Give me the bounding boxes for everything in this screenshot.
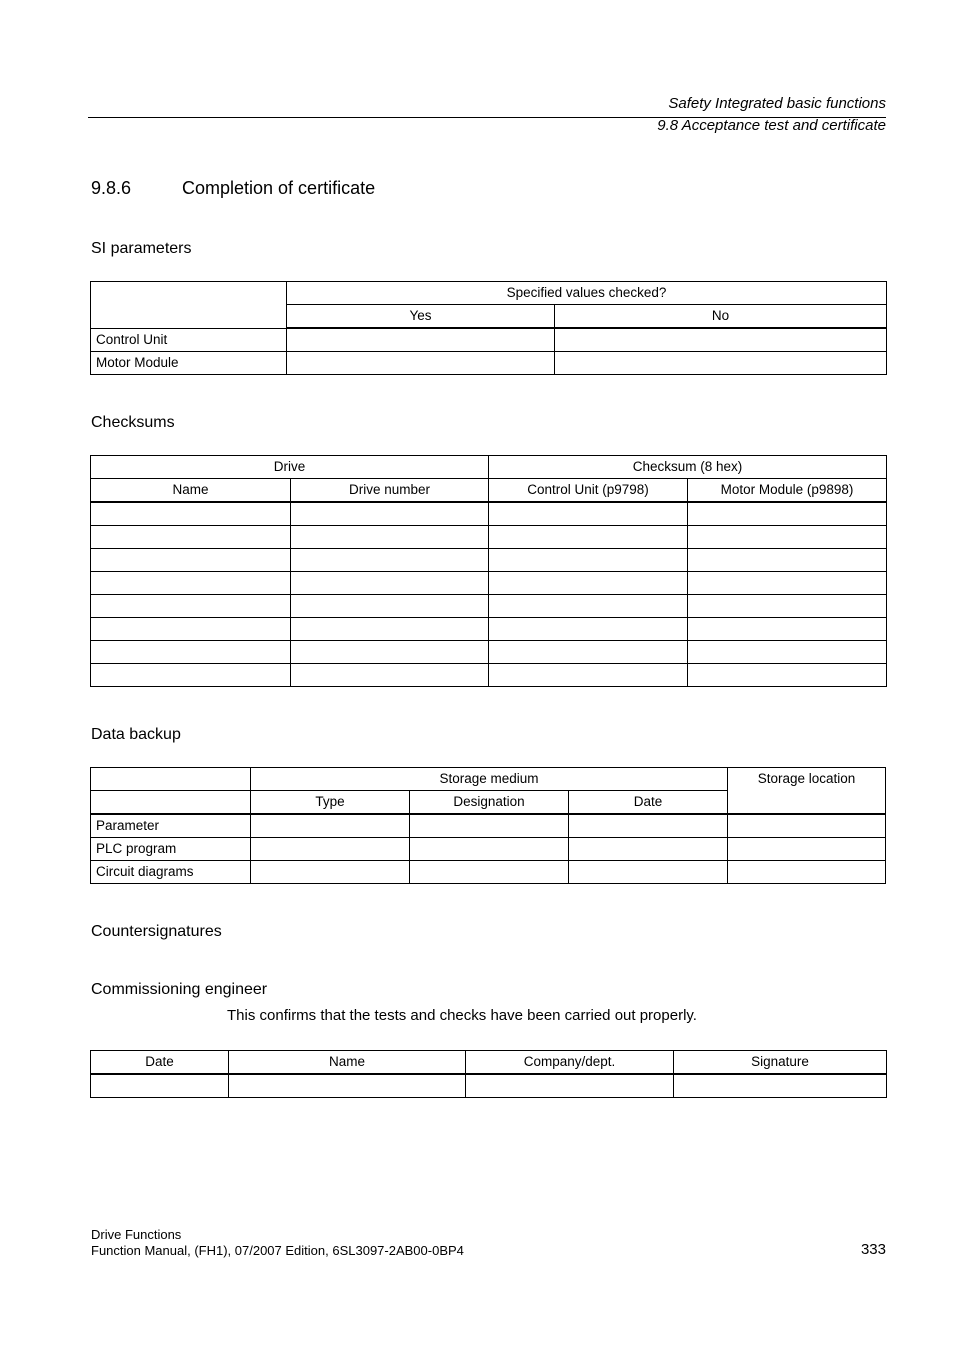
empty-cell[interactable] (291, 664, 489, 687)
commissioning-text: This confirms that the tests and checks have been carried out properly. (227, 1007, 697, 1024)
empty-cell[interactable] (489, 664, 688, 687)
empty-cell[interactable] (489, 595, 688, 618)
col-date: Date (569, 791, 728, 815)
checksums-group-drive: Drive (91, 456, 489, 479)
checksums-group-checksum: Checksum (8 hex) (489, 456, 887, 479)
si-col-yes: Yes (287, 305, 555, 329)
page-number: 333 (860, 1241, 886, 1258)
empty-cell[interactable] (291, 526, 489, 549)
empty-cell[interactable] (489, 572, 688, 595)
empty-cell[interactable] (688, 526, 887, 549)
header-chapter: Safety Integrated basic functions (668, 95, 886, 112)
empty-cell[interactable] (251, 838, 410, 861)
empty-cell[interactable] (688, 595, 887, 618)
table-row (91, 664, 887, 687)
si-group-header: Specified values checked? (287, 282, 887, 305)
empty-cell[interactable] (688, 618, 887, 641)
empty-cell[interactable] (489, 549, 688, 572)
col-motor-module: Motor Module (p9898) (688, 479, 887, 503)
table-row (91, 641, 887, 664)
empty-cell[interactable] (569, 861, 728, 884)
col-signature: Signature (674, 1051, 887, 1075)
empty-cell[interactable] (728, 838, 886, 861)
col-company-dept: Company/dept. (466, 1051, 674, 1075)
row-label: Control Unit (91, 328, 287, 352)
col-designation: Designation (410, 791, 569, 815)
empty-cell[interactable] (410, 814, 569, 838)
col-drive-number: Drive number (291, 479, 489, 503)
signature-table (90, 1050, 887, 1098)
footer-title: Drive Functions (91, 1227, 182, 1242)
table-row (91, 814, 886, 838)
yes-cell[interactable] (287, 352, 555, 375)
si-parameters-table (90, 281, 887, 375)
empty-cell[interactable] (688, 641, 887, 664)
empty-cell[interactable] (728, 861, 886, 884)
empty-cell[interactable] (91, 595, 291, 618)
table-corner-cell (91, 768, 251, 791)
empty-cell[interactable] (569, 838, 728, 861)
empty-cell[interactable] (489, 618, 688, 641)
checksums-table (90, 455, 887, 687)
section-title: Completion of certificate (182, 178, 376, 198)
table-corner-cell (91, 791, 251, 815)
empty-cell[interactable] (251, 814, 410, 838)
si-parameters-heading: SI parameters (91, 240, 192, 257)
col-control-unit: Control Unit (p9798) (489, 479, 688, 503)
si-col-no: No (555, 305, 887, 329)
empty-cell[interactable] (291, 595, 489, 618)
col-name: Name (91, 479, 291, 503)
empty-cell[interactable] (569, 814, 728, 838)
empty-cell[interactable] (688, 502, 887, 526)
checksums-heading: Checksums (91, 414, 175, 431)
yes-cell[interactable] (287, 328, 555, 352)
empty-cell[interactable] (410, 861, 569, 884)
empty-cell[interactable] (688, 572, 887, 595)
header-rule (88, 117, 886, 118)
col-date: Date (91, 1051, 229, 1075)
no-cell[interactable] (555, 328, 887, 352)
data-backup-heading: Data backup (91, 726, 181, 743)
no-cell[interactable] (555, 352, 887, 375)
empty-cell[interactable] (91, 641, 291, 664)
company-field[interactable] (466, 1074, 674, 1098)
empty-cell[interactable] (291, 549, 489, 572)
table-row (91, 1074, 887, 1098)
storage-location-header: Storage location (728, 768, 886, 815)
empty-cell[interactable] (489, 502, 688, 526)
empty-cell[interactable] (728, 814, 886, 838)
storage-medium-header: Storage medium (251, 768, 728, 791)
table-row (91, 549, 887, 572)
empty-cell[interactable] (489, 526, 688, 549)
empty-cell[interactable] (291, 502, 489, 526)
header-section: 9.8 Acceptance test and certificate (657, 117, 886, 134)
empty-cell[interactable] (410, 838, 569, 861)
row-label: PLC program (91, 838, 251, 861)
table-row (91, 352, 887, 375)
table-row (91, 502, 887, 526)
empty-cell[interactable] (91, 526, 291, 549)
empty-cell[interactable] (291, 572, 489, 595)
table-row (91, 838, 886, 861)
date-field[interactable] (91, 1074, 229, 1098)
signature-field[interactable] (674, 1074, 887, 1098)
empty-cell[interactable] (91, 664, 291, 687)
row-label: Motor Module (91, 352, 287, 375)
empty-cell[interactable] (688, 549, 887, 572)
table-row (91, 861, 886, 884)
col-name: Name (229, 1051, 466, 1075)
empty-cell[interactable] (91, 572, 291, 595)
empty-cell[interactable] (688, 664, 887, 687)
empty-cell[interactable] (91, 618, 291, 641)
table-row (91, 526, 887, 549)
commissioning-heading: Commissioning engineer (91, 981, 268, 998)
section-number: 9.8.6 (91, 178, 132, 198)
empty-cell[interactable] (291, 618, 489, 641)
name-field[interactable] (229, 1074, 466, 1098)
table-corner-cell (91, 282, 287, 329)
empty-cell[interactable] (251, 861, 410, 884)
row-label: Circuit diagrams (91, 861, 251, 884)
row-label: Parameter (91, 814, 251, 838)
footer-edition: Function Manual, (FH1), 07/2007 Edition, 6SL3097-2AB00-0BP4 (91, 1243, 464, 1258)
table-row (91, 618, 887, 641)
col-type: Type (251, 791, 410, 815)
table-row (91, 328, 887, 352)
data-backup-table (90, 767, 886, 884)
empty-cell[interactable] (91, 502, 291, 526)
empty-cell[interactable] (91, 549, 291, 572)
empty-cell[interactable] (291, 641, 489, 664)
table-row (91, 595, 887, 618)
table-row (91, 572, 887, 595)
countersignatures-heading: Countersignatures (91, 923, 222, 940)
empty-cell[interactable] (489, 641, 688, 664)
